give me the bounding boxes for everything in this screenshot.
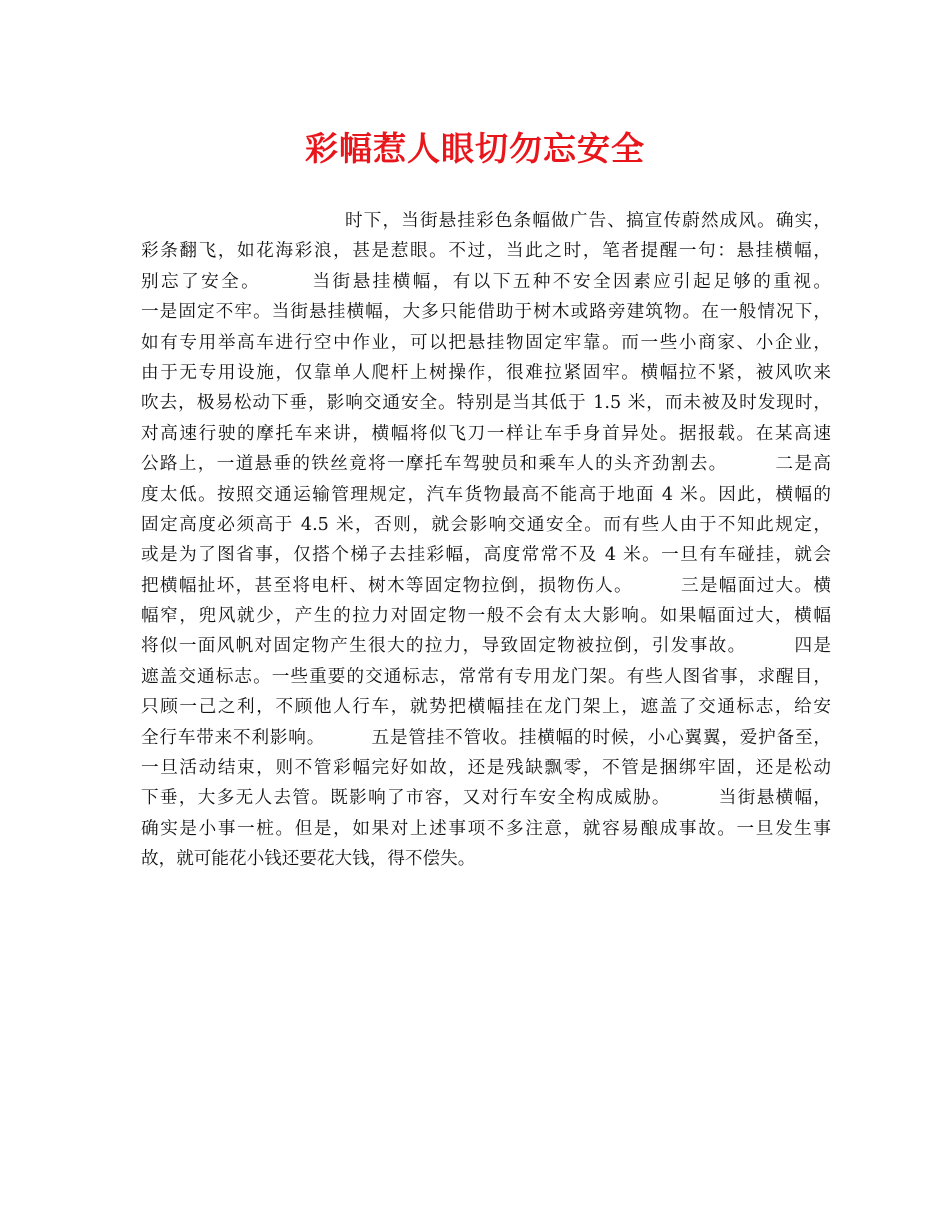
paragraph-line: 时下，当街悬挂彩色条幅做广告、搞宣传蔚然成风。确实， [345, 211, 831, 231]
document-title: 彩幅惹人眼切勿忘安全 [305, 129, 645, 168]
paragraph-line: 只顾一己之利，不顾他人行车，就势把横幅挂在龙门架上，遮盖了交通标志，给安 [141, 697, 831, 718]
paragraph-line: 遮盖交通标志。一些重要的交通标志，常常有专用龙门架。有些人图省事，求醒目， [141, 666, 831, 687]
paragraph-line: 由于无专用设施，仅靠单人爬杆上树操作，很难拉紧固牢。横幅拉不紧，被风吹来 [141, 362, 831, 383]
paragraph-line: 度太低。按照交通运输管理规定，汽车货物最高不能高于地面 4 米。因此，横幅的 [141, 484, 831, 505]
paragraph-line: 如有专用举高车进行空中作业，可以把悬挂物固定牢靠。而一些小商家、小企业， [141, 332, 831, 353]
paragraph-line: 一旦活动结束，则不管彩幅完好如故，还是残缺飘零，不管是捆绑牢固，还是松动 [141, 758, 831, 779]
paragraph-line: 把横幅扯坏，甚至将电杆、树木等固定物拉倒，损物伤人。 三是幅面过大。横 [141, 575, 831, 596]
paragraph-line: 将似一面风帆对固定物产生很大的拉力，导致固定物被拉倒，引发事故。 四是 [141, 636, 831, 657]
paragraph-line: 固定高度必须高于 4.5 米，否则，就会影响交通安全。而有些人由于不知此规定， [141, 514, 831, 535]
paragraph-line: 别忘了安全。 当街悬挂横幅，有以下五种不安全因素应引起足够的重视。 [141, 271, 831, 292]
paragraph-line: 对高速行驶的摩托车来讲，横幅将似飞刀一样让车手身首异处。据报载。在某高速 [141, 423, 831, 444]
paragraph-line: 下垂，大多无人去管。既影响了市容，又对行车安全构成威胁。 当街悬横幅， [141, 788, 831, 809]
paragraph-line: 确实是小事一桩。但是，如果对上述事项不多注意，就容易酿成事故。一旦发生事 [141, 818, 831, 839]
paragraph-line: 一是固定不牢。当街悬挂横幅，大多只能借助于树木或路旁建筑物。在一般情况下， [141, 302, 831, 323]
paragraph-line: 或是为了图省事，仅搭个梯子去挂彩幅，高度常常不及 4 米。一旦有车碰挂，就会 [141, 545, 831, 566]
article-body [141, 206, 831, 875]
paragraph-line-last: 故，就可能花小钱还要花大钱，得不偿失。 [141, 849, 476, 870]
paragraph-line: 公路上，一道悬垂的铁丝竟将一摩托车驾驶员和乘车人的头齐劲割去。 二是高 [141, 454, 831, 475]
paragraph-line: 全行车带来不利影响。 五是管挂不管收。挂横幅的时候，小心翼翼，爱护备至， [141, 727, 831, 748]
paragraph-line: 彩条翻飞，如花海彩浪，甚是惹眼。不过，当此之时，笔者提醒一句：悬挂横幅， [141, 241, 831, 262]
paragraph-line: 幅窄，兜风就少，产生的拉力对固定物一般不会有太大影响。如果幅面过大，横幅 [141, 606, 831, 627]
paragraph-line: 吹去，极易松动下垂，影响交通安全。特别是当其低于 1.5 米，而未被及时发现时， [141, 393, 831, 414]
